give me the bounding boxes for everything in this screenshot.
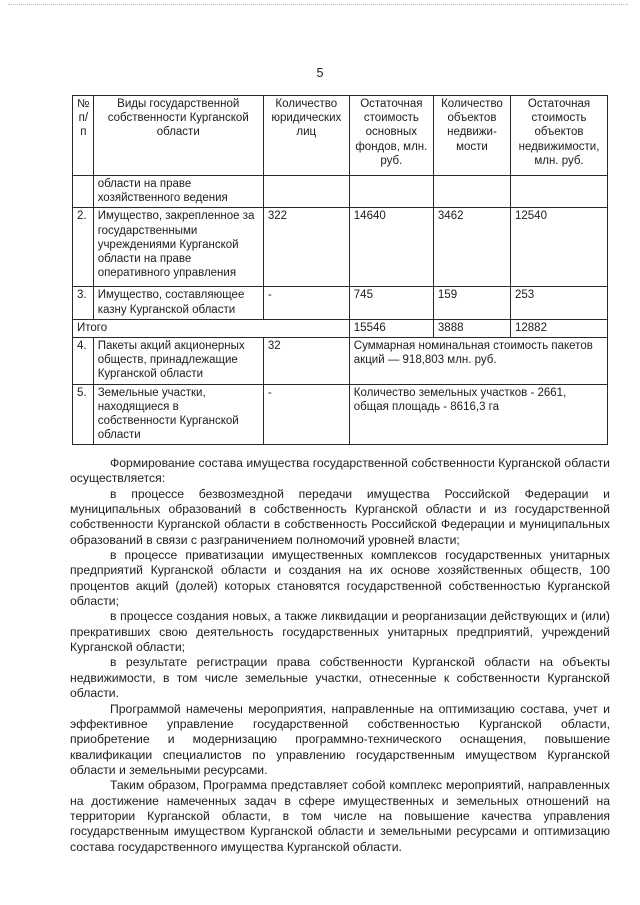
table-row (73, 338, 608, 385)
scan-top-edge (8, 4, 628, 9)
cell-entities: 322 (263, 208, 349, 287)
cell-funds: 14640 (349, 208, 433, 287)
table-row (73, 384, 608, 445)
header-realty-objects: Количество объектов недвижи-мости (433, 96, 510, 176)
cell-num: 2. (73, 208, 94, 287)
paragraph-conclusion: Таким образом, Программа представляет собой комплекс мероприятий, направленных на достижение намеченных задач в сфере имущественных и земельных отношений на территории Курганской области, в том числе на повышение качества управления государственным имуществом Курганской области и земельными ресурсами и оптимизацию состава государственного имущества Курганской области. (70, 778, 610, 854)
table-row (73, 176, 608, 208)
paragraph-registration: в результате регистрации права собственности Курганской области на объекты недвижимости, в том числе земельные участки, отнесенные к собственности Курганской области. (70, 655, 610, 701)
header-realty-value: Остаточная стоимость объектов недвижимости, млн. руб. (510, 96, 607, 176)
cell-name: области на праве хозяйственного ведения (93, 176, 263, 208)
total-funds: 15546 (349, 319, 433, 337)
header-legal-entities: Количество юридических лиц (263, 96, 349, 176)
cell-entities: 32 (263, 338, 349, 385)
cell-realty (510, 176, 607, 208)
cell-objects (433, 176, 510, 208)
cell-name: Пакеты акций акционерных обществ, принадлежащие Курганской области (93, 338, 263, 385)
table-row (73, 208, 608, 287)
cell-num (73, 176, 94, 208)
cell-name: Имущество, составляющее казну Курганской области (93, 287, 263, 319)
cell-objects: 3462 (433, 208, 510, 287)
table-row (73, 287, 608, 319)
cell-entities: - (263, 287, 349, 319)
cell-note: Количество земельных участков - 2661, общая площадь - 8616,3 га (349, 384, 607, 445)
cell-entities (263, 176, 349, 208)
header-residual-funds: Остаточная стоимость основных фондов, млн. руб. (349, 96, 433, 176)
body-text (70, 456, 610, 855)
property-table (72, 95, 608, 445)
paragraph-intro: Формирование состава имущества государственной собственности Курганской области осуществляется: (70, 456, 610, 486)
total-label: Итого (73, 319, 350, 337)
cell-num: 3. (73, 287, 94, 319)
table-total-row (73, 319, 608, 337)
paragraph-transfer: в процессе безвозмездной передачи имущества Российской Федерации и муниципальных образований в собственность Курганской области и из государственной собственности Курганской области в собственность Российской Федерации и муниципальных образований в связи с разграничением полномочий уровней власти; (70, 486, 610, 547)
cell-entities: - (263, 384, 349, 445)
paragraph-privatization: в процессе приватизации имущественных комплексов государственных унитарных предприятий Курганской области и создания на их основе хозяйственных обществ, 100 процентов акций (долей) которых становятся государственной собственностью Курганской области; (70, 548, 610, 609)
paragraph-creation: в процессе создания новых, а также ликвидации и реорганизации действующих и (или) прекративших свою деятельность государственных унитарных предприятий, учреждений Курганской области; (70, 609, 610, 655)
cell-note: Суммарная номинальная стоимость пакетов акций — 918,803 млн. руб. (349, 338, 607, 385)
cell-name: Имущество, закрепленное за государственными учреждениями Курганской области на праве оперативного управления (93, 208, 263, 287)
header-num: № п/п (73, 96, 94, 176)
header-property-type: Виды государственной собственности Курганской области (93, 96, 263, 176)
cell-objects: 159 (433, 287, 510, 319)
cell-realty: 253 (510, 287, 607, 319)
cell-funds (349, 176, 433, 208)
cell-num: 5. (73, 384, 94, 445)
page-number: 5 (316, 66, 324, 80)
table-header-row (73, 96, 608, 176)
cell-funds: 745 (349, 287, 433, 319)
total-objects: 3888 (433, 319, 510, 337)
paragraph-program-measures: Программой намечены мероприятия, направленные на оптимизацию состава, учет и эффективное управление государственной собственностью Курганской области, приобретение и модернизацию программно-технического оснащения, повышение квалификации специалистов по управлению государственным имуществом Курганской области и земельными ресурсами. (70, 701, 610, 777)
total-realty: 12882 (510, 319, 607, 337)
cell-name: Земельные участки, находящиеся в собственности Курганской области (93, 384, 263, 445)
cell-realty: 12540 (510, 208, 607, 287)
cell-num: 4. (73, 338, 94, 385)
